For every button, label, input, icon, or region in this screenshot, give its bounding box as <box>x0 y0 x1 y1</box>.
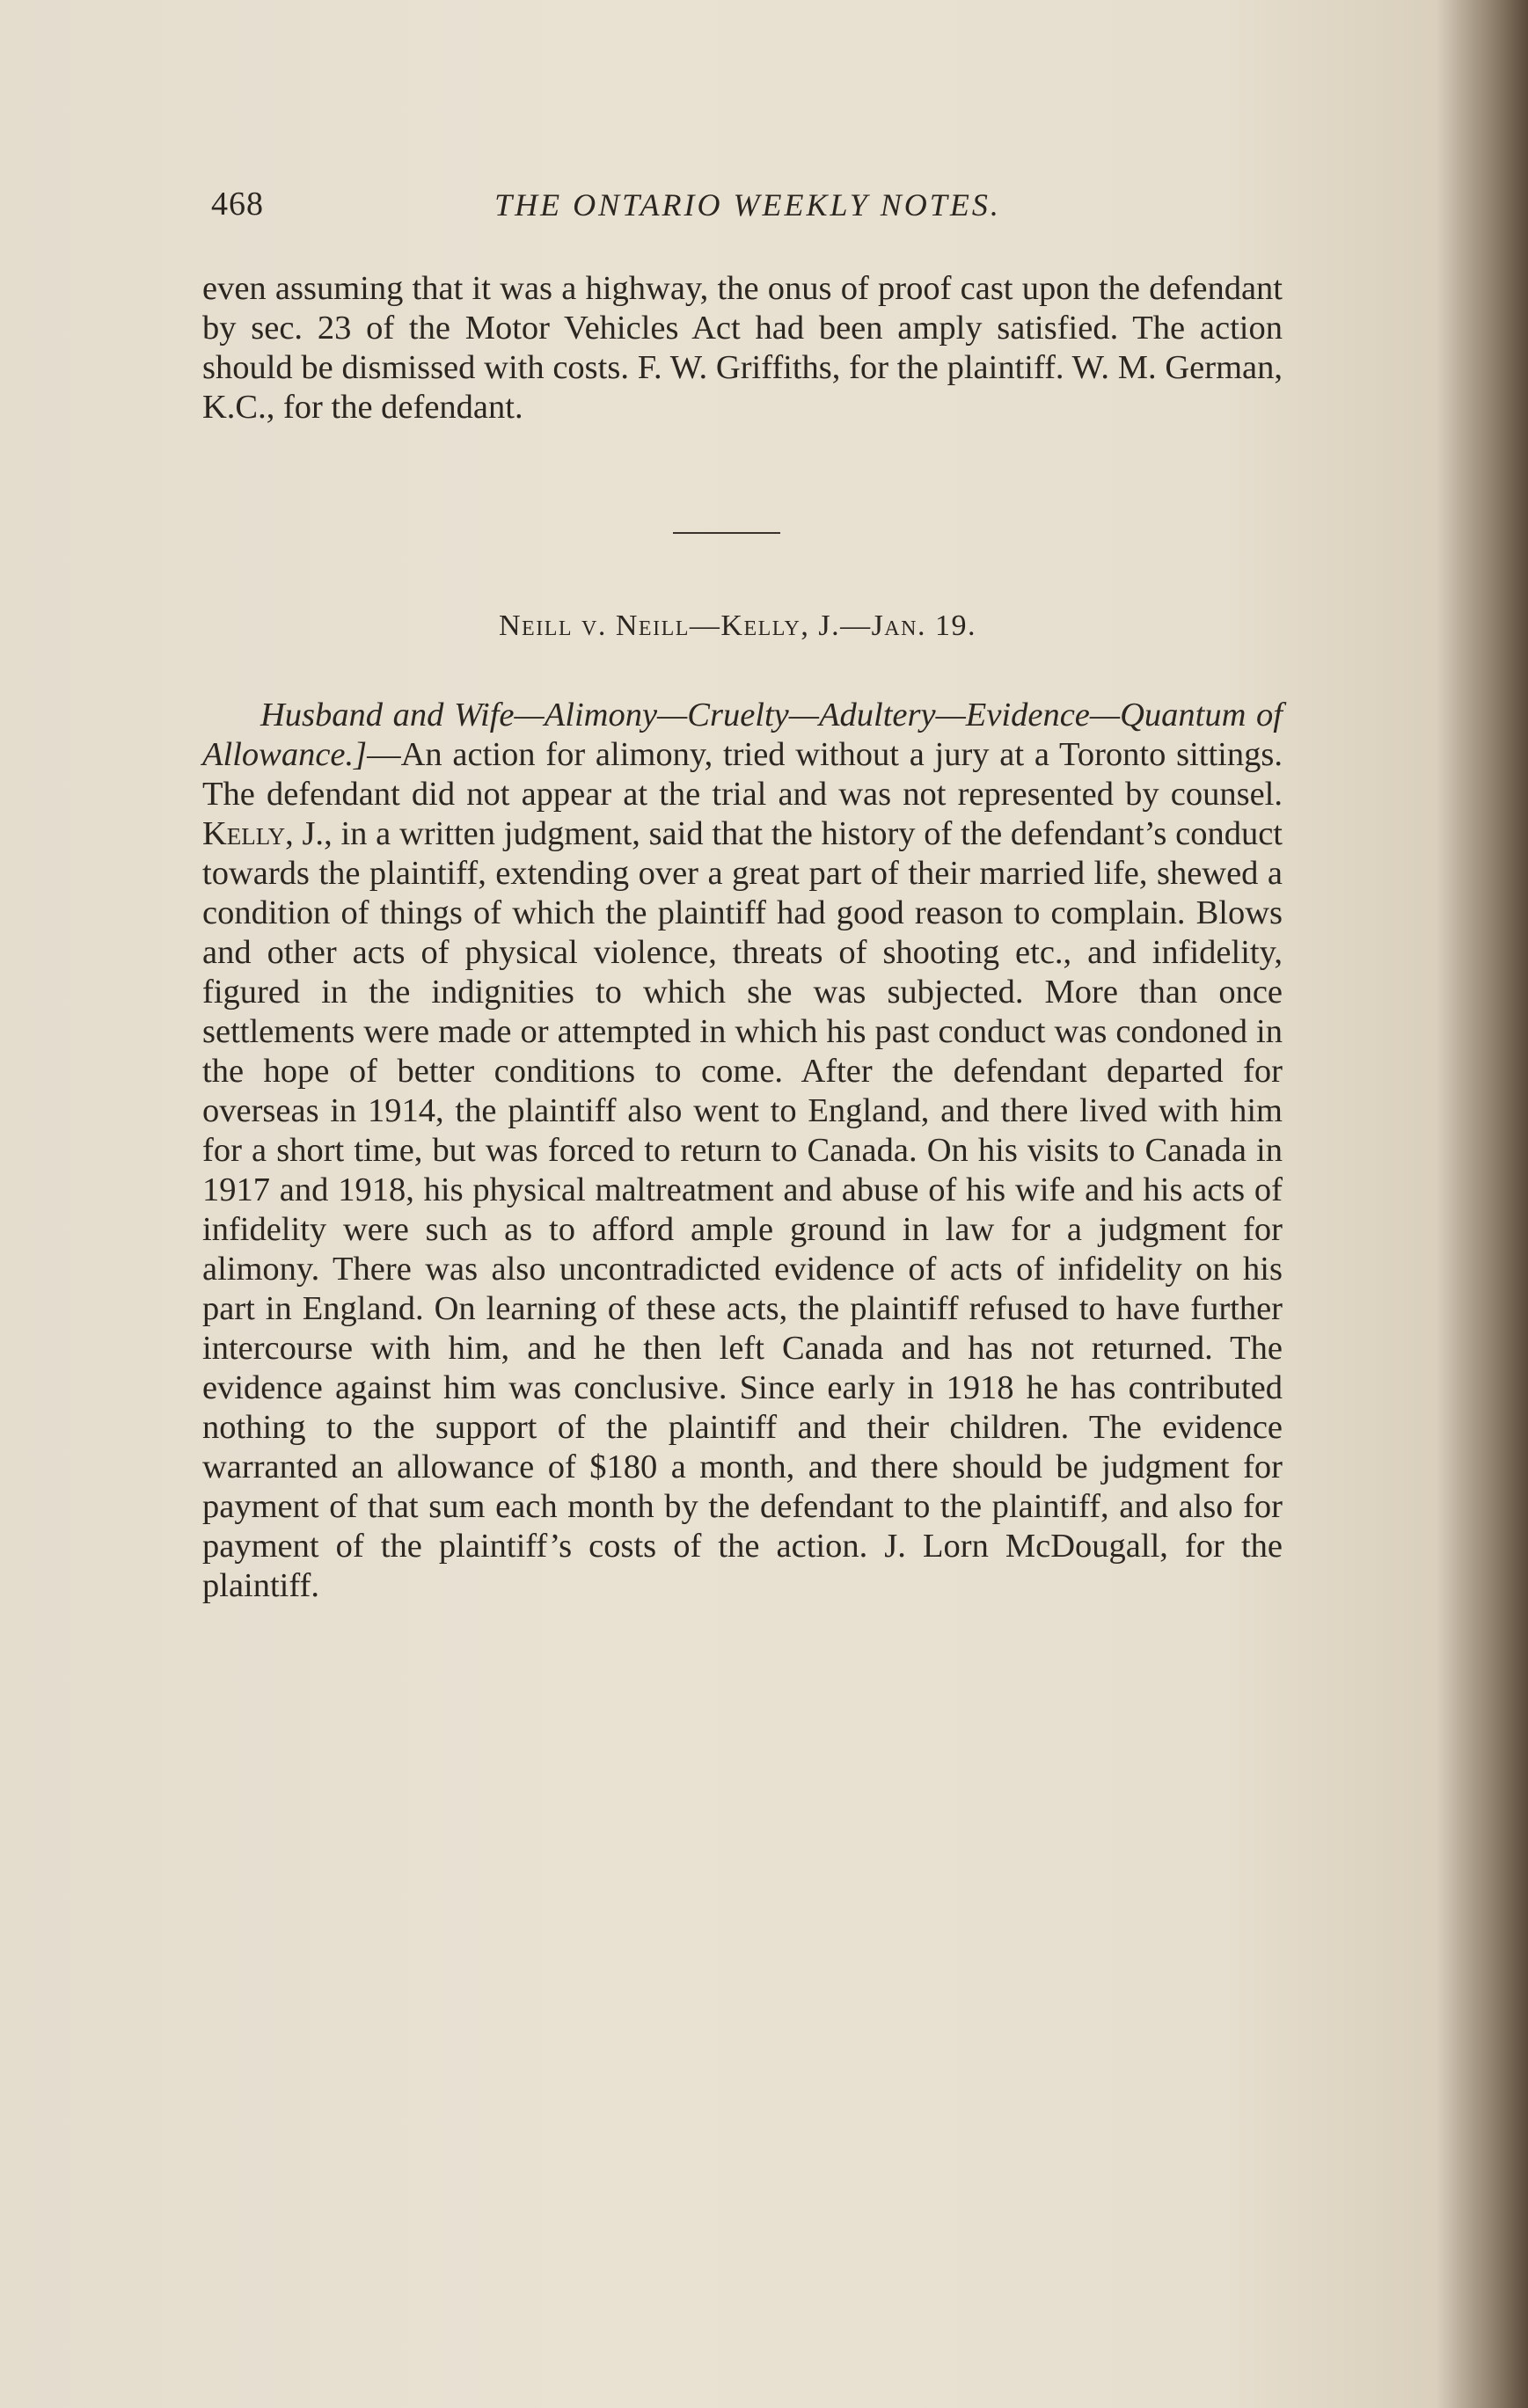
case-body-intro: —An action for alimony, tried without a jury at a Toronto sittings. The defendant did not appear at the trial and was not represented by counsel. <box>202 736 1283 813</box>
journal-title: THE ONTARIO WEEKLY NOTES. <box>494 187 1001 223</box>
page-number: 468 <box>211 186 264 223</box>
case-headnote: Husband and Wife—Alimony—Cruelty—Adultery—Evidence—Quantum of Allowance.] <box>202 697 1283 773</box>
case-heading: Neill v. Neill—Kelly, J.—Jan. 19. <box>499 609 976 642</box>
case-body-judgment: , in a written judgment, said that the history of the defendant’s conduct towards the plaintiff, extending over a great part of their married life, shewed a condition of things of which the plaintiff had good reason to complain. Blows and other acts of physical violence, threats of shooting etc., and infidelity, figured in the indignities to which she was subjected. More than once settlements were made or attempted in which his past conduct was condoned in the hope of better conditions to come. After the defendant departed for overseas in 1914, the plaintiff also went to England, and there lived with him for a short time, but was forced to return to Canada. On his visits to Canada in 1917 and 1918, his physical maltreatment and abuse of his wife and his acts of infidelity were such as to afford ample ground in law for a judgment for alimony. There was also uncontradicted evidence of acts of infidelity on his part in England. On learning of these acts, the plaintiff refused to have further intercourse with him, and he then left Canada and has not returned. The evidence against him was conclusive. Since early in 1918 he has contributed nothing to the support of the plaintiff and their children. The evidence warranted an allowance of $180 a month, and there should be judgment for payment of that sum each month by the defendant to the plaintiff, and also for payment of the plaintiff’s costs of the action. J. Lorn McDougall, for the plaintiff. <box>202 815 1283 1604</box>
previous-case-conclusion: even assuming that it was a highway, the onus of proof cast upon the defendant by sec. 23 of the Motor Vehicles Act had been amply satisfied. The action should be dismissed with costs. F. W. Griffiths, for the plaintiff. W. M. German, K.C., for the defendant. <box>202 270 1283 426</box>
judge-name: Kelly, J. <box>202 815 325 852</box>
running-head <box>211 185 1284 237</box>
section-divider <box>673 532 780 534</box>
case-report <box>202 696 1283 1606</box>
